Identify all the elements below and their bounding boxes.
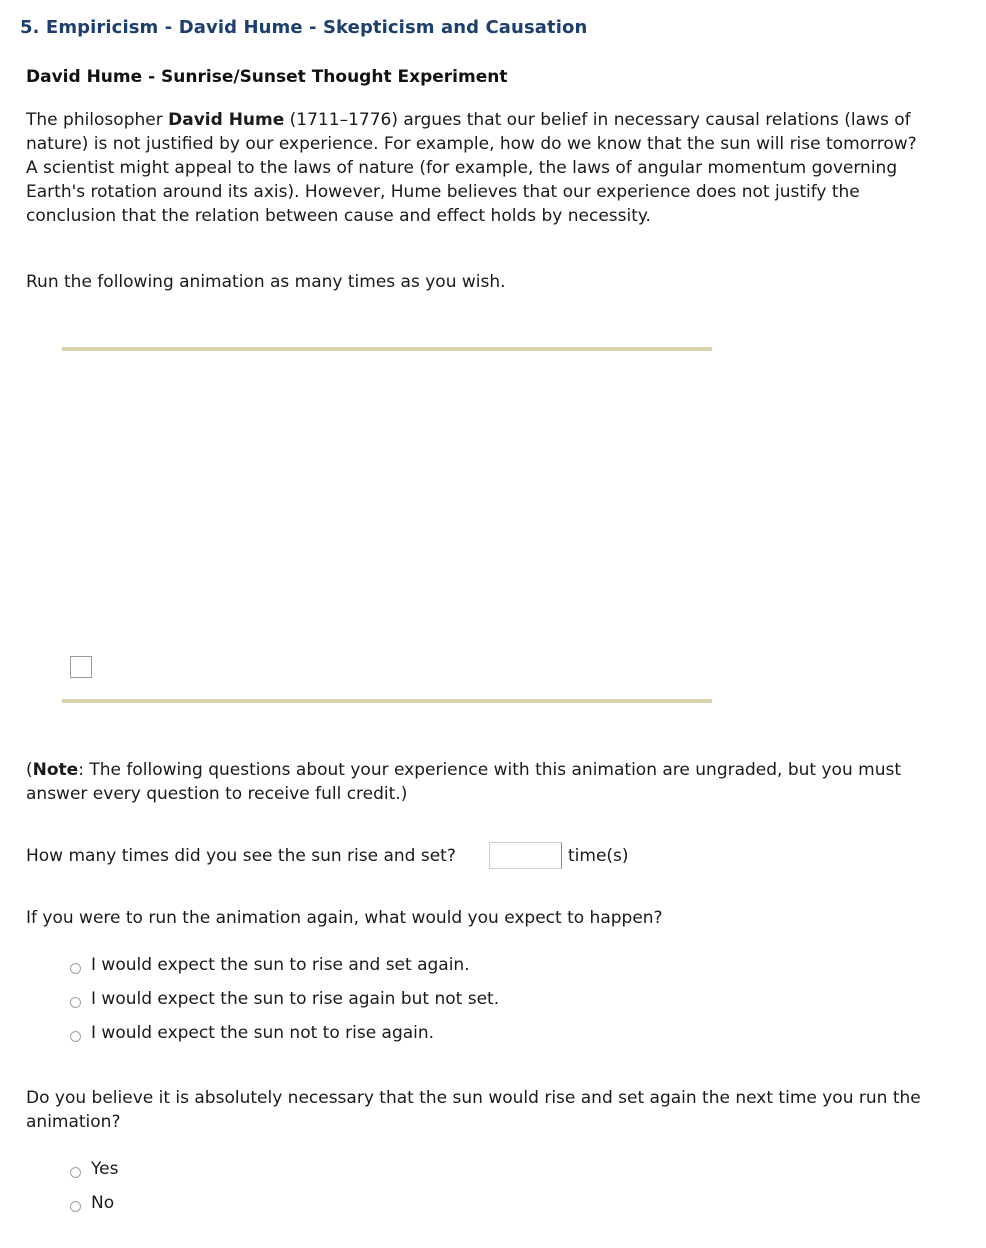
sunrise-count-input[interactable] [489, 842, 562, 869]
question-2-text: If you were to run the animation again, what would you expect to happen? [26, 908, 663, 928]
q3-option-no[interactable] [70, 1191, 114, 1215]
radio-icon[interactable] [70, 963, 81, 974]
animation-play-checkbox[interactable] [70, 656, 92, 678]
count-unit-label: time(s) [568, 846, 629, 866]
philosopher-name: David Hume [168, 110, 285, 130]
q3-option-yes[interactable] [70, 1157, 118, 1181]
radio-icon[interactable] [70, 1031, 81, 1042]
radio-icon[interactable] [70, 1201, 81, 1212]
animation-area [62, 351, 712, 699]
q2-option-label: I would expect the sun to rise and set again. [91, 955, 470, 975]
q3-option-label: Yes [91, 1159, 119, 1179]
intro-prefix: The philosopher [26, 110, 169, 130]
question-3-text: Do you believe it is absolutely necessary that the sun would rise and set again the next time you run the animation? [26, 1088, 921, 1132]
section-title: David Hume - Sunrise/Sunset Thought Experiment [26, 67, 508, 87]
radio-icon[interactable] [70, 997, 81, 1008]
q2-option-label: I would expect the sun not to rise again. [91, 1023, 435, 1043]
q2-option-not-rise[interactable] [70, 1021, 434, 1045]
intro-paragraph [26, 108, 926, 228]
page-title: 5. Empiricism - David Hume - Skepticism and Causation [20, 17, 588, 38]
q2-option-rise-not-set[interactable] [70, 987, 499, 1011]
animation-bottom-rule [62, 699, 712, 703]
q3-option-label: No [91, 1193, 115, 1213]
q2-option-rise-and-set[interactable] [70, 953, 470, 977]
question-1-text: How many times did you see the sun rise and set? [26, 846, 456, 866]
note-label: Note [32, 760, 79, 780]
animation-instruction: Run the following animation as many times as you wish. [26, 272, 506, 292]
q2-option-label: I would expect the sun to rise again but not set. [91, 989, 500, 1009]
note-text: : The following questions about your experience with this animation are ungraded, but you must answer every question to receive full credit.) [26, 760, 901, 804]
note-open: ( [26, 760, 33, 780]
radio-icon[interactable] [70, 1167, 81, 1178]
intro-suffix: (1711–1776) argues that our belief in necessary causal relations (laws of nature) is not justified by our experience. For example, how do we know that the sun will rise tomorrow? A scientist might appeal to the laws of nature (for example, the laws of angular momentum governing Earth's rotation around its axis). However, Hume believes that our experience does not justify the conclusion that the relation between cause and effect holds by necessity. [26, 110, 917, 226]
note-paragraph [26, 758, 926, 806]
